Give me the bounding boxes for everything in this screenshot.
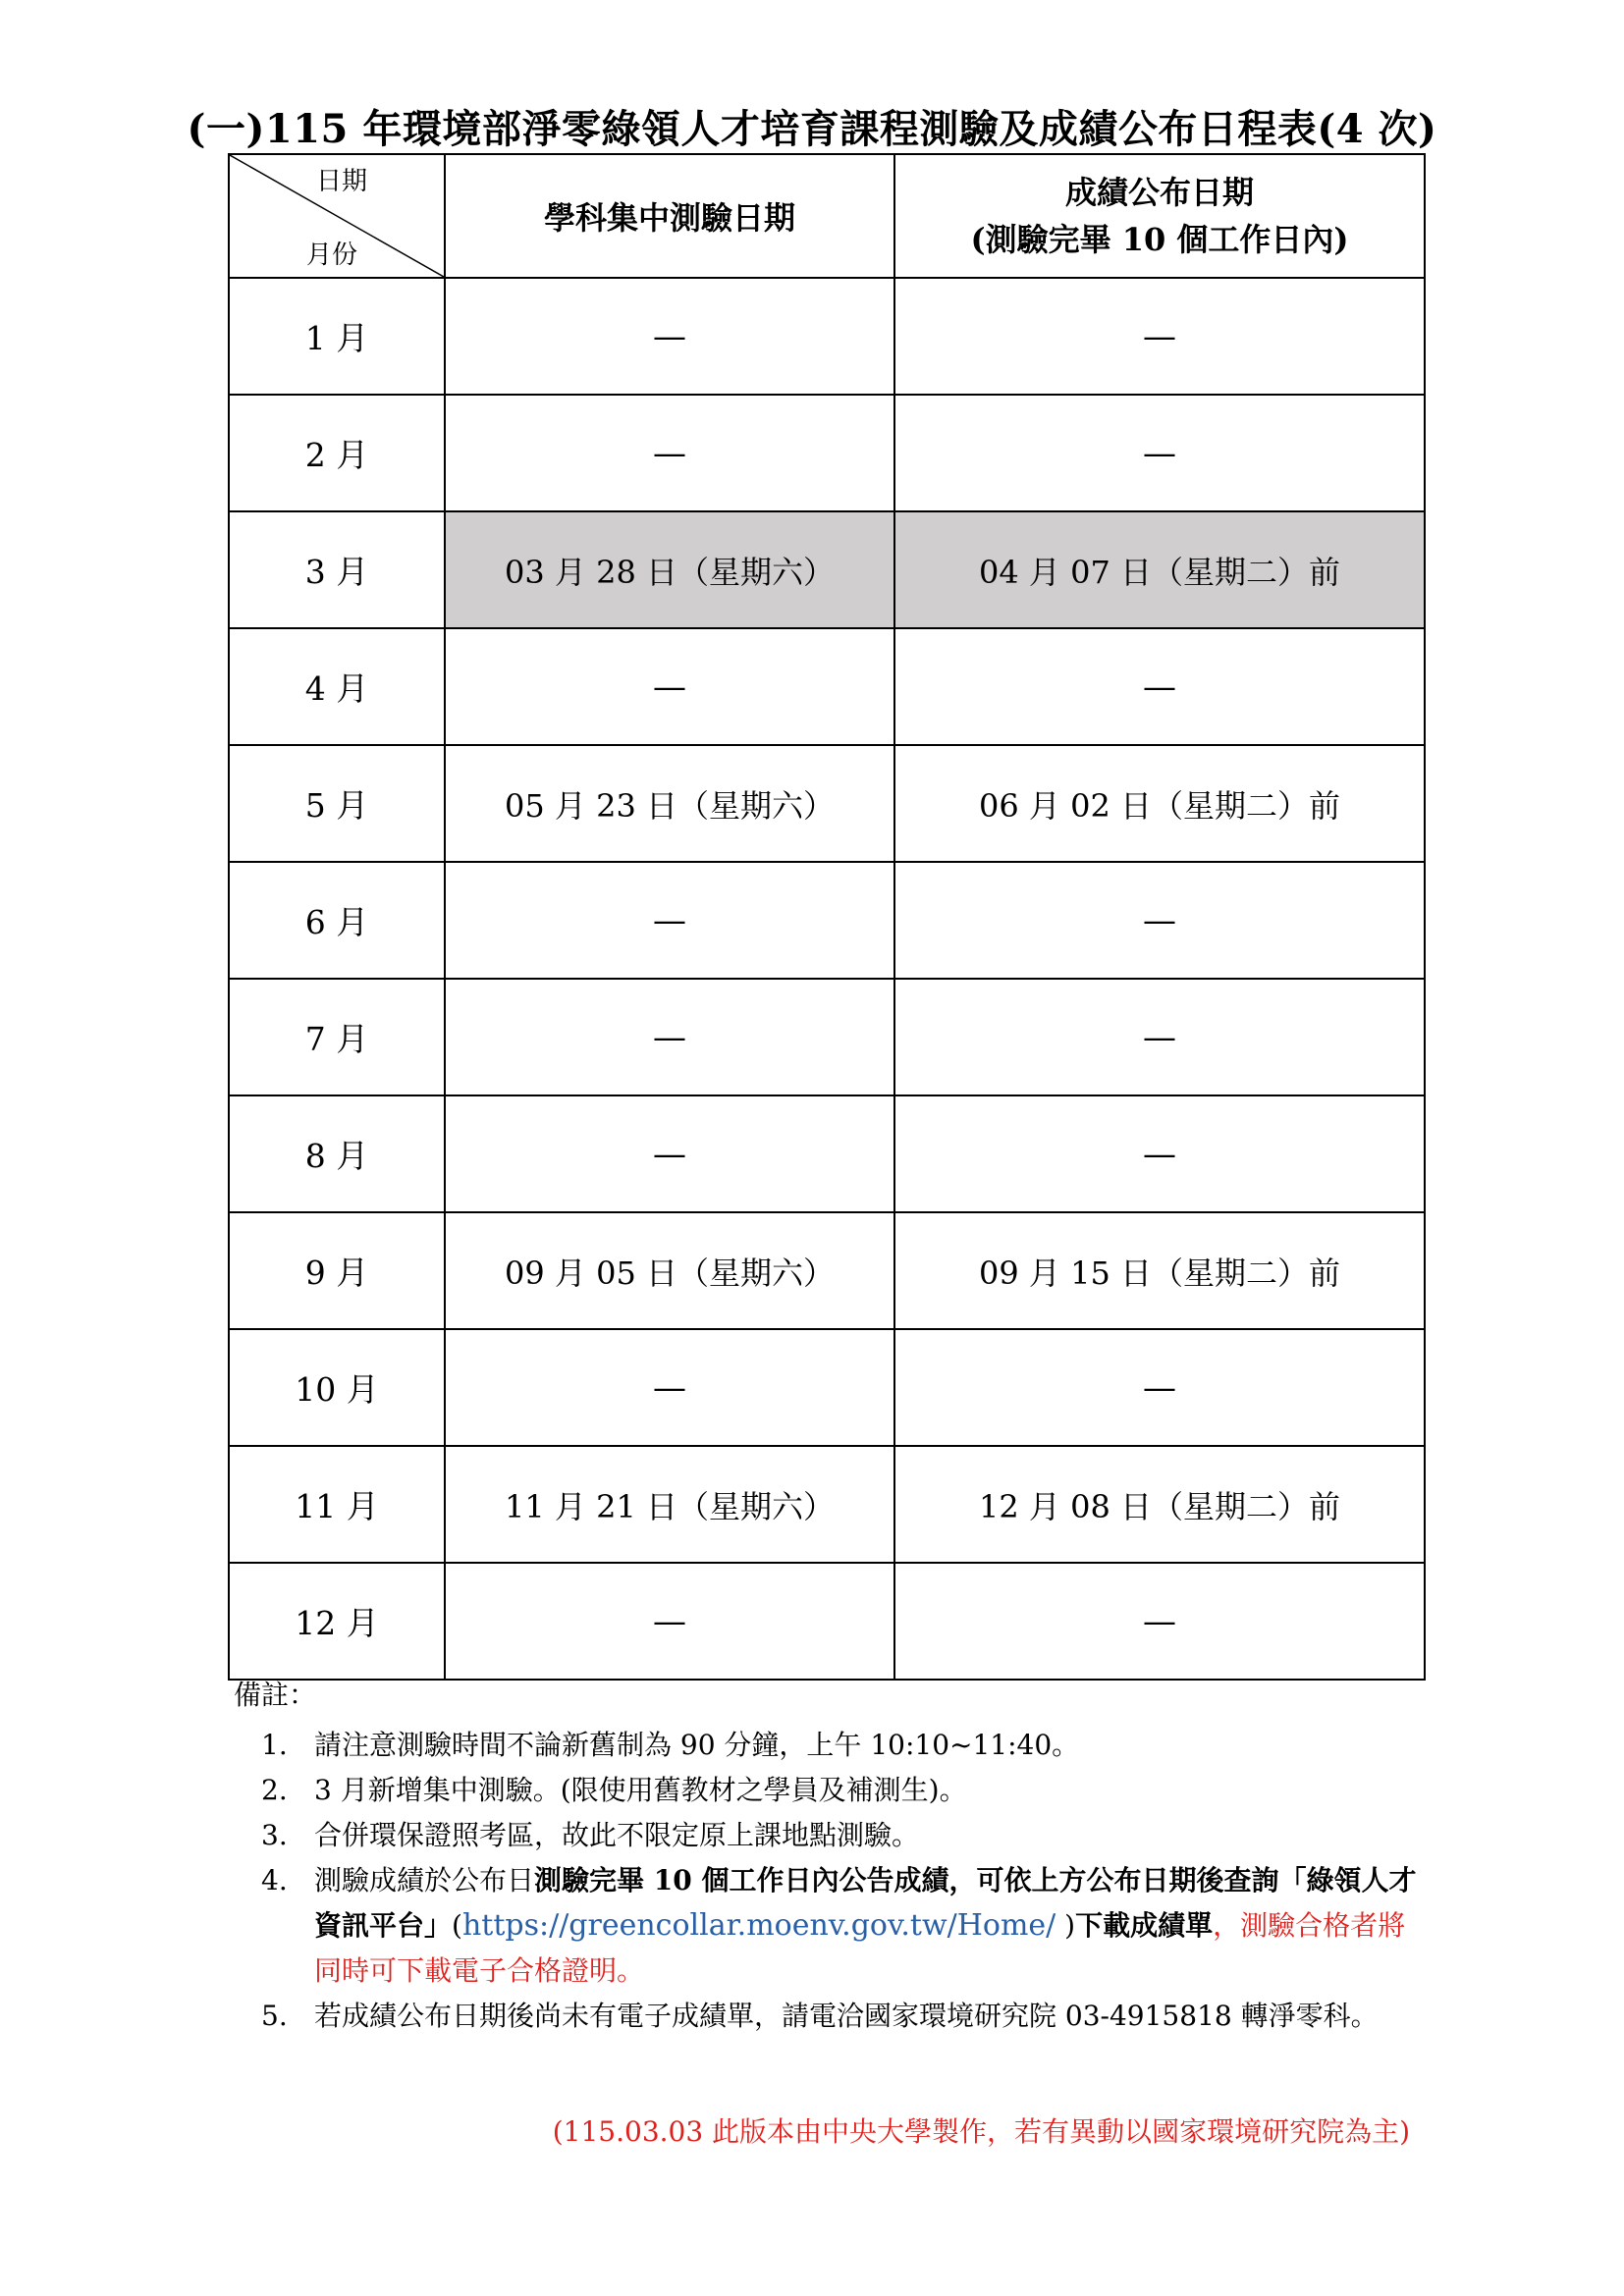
note-number: 4.: [261, 1864, 288, 1896]
table-row: [229, 628, 1425, 745]
table-header-row: [229, 154, 1425, 278]
note-item-5: [234, 1994, 1432, 2039]
table-row: [229, 1212, 1425, 1329]
month-cell: 10 月: [229, 1329, 445, 1446]
note-number: 1.: [261, 1729, 288, 1761]
notes-heading: 備註：: [234, 1679, 317, 1711]
exam-date-cell: 03 月 28 日（星期六）: [445, 511, 894, 628]
note-item-3: [234, 1813, 1432, 1858]
header-result-date: [894, 154, 1425, 278]
exam-date-cell: —: [445, 628, 894, 745]
platform-link[interactable]: https://greencollar.moenv.gov.tw/Home/: [461, 1908, 1056, 1943]
exam-date-cell: 05 月 23 日（星期六）: [445, 745, 894, 862]
month-cell: 3 月: [229, 511, 445, 628]
table-row: [229, 979, 1425, 1095]
exam-date-cell: 11 月 21 日（星期六）: [445, 1446, 894, 1563]
version-footer: (115.03.03 此版本由中央大學製作，若有異動以國家環境研究院為主): [552, 2115, 1410, 2148]
result-date-cell: —: [894, 1095, 1425, 1212]
note-text: 請注意測驗時間不論新舊制為 90 分鐘，上午 10:10~11:40。: [314, 1729, 1080, 1761]
note-red-text: ，測驗合格者將同時可下載電子合格證明。: [314, 1909, 1406, 1987]
exam-date-cell: —: [445, 862, 894, 979]
result-date-cell: 06 月 02 日（星期二）前: [894, 745, 1425, 862]
result-date-cell: —: [894, 278, 1425, 395]
table-row: [229, 395, 1425, 511]
header-result-line1: 成績公布日期: [1064, 174, 1254, 211]
month-cell: 4 月: [229, 628, 445, 745]
month-cell: 12 月: [229, 1563, 445, 1680]
result-date-cell: —: [894, 628, 1425, 745]
notes-list: [234, 1723, 1432, 2039]
table-row: [229, 278, 1425, 395]
note-number: 5.: [261, 2000, 288, 2032]
note-paren: ): [1056, 1909, 1076, 1942]
exam-date-cell: —: [445, 1329, 894, 1446]
month-cell: 1 月: [229, 278, 445, 395]
note-item-2: [234, 1768, 1432, 1813]
month-cell: 8 月: [229, 1095, 445, 1212]
exam-date-cell: —: [445, 1095, 894, 1212]
note-item-4: [234, 1858, 1432, 1994]
table-row: [229, 862, 1425, 979]
exam-date-cell: 09 月 05 日（星期六）: [445, 1212, 894, 1329]
note-bold-text: 下載成績單: [1075, 1909, 1214, 1942]
result-date-cell: 09 月 15 日（星期二）前: [894, 1212, 1425, 1329]
month-cell: 2 月: [229, 395, 445, 511]
table-row: [229, 1446, 1425, 1563]
exam-date-cell: —: [445, 278, 894, 395]
month-cell: 11 月: [229, 1446, 445, 1563]
result-date-cell: —: [894, 979, 1425, 1095]
table-row: [229, 1563, 1425, 1680]
notes-section: [234, 1674, 1432, 2039]
corner-label-date: 日期: [315, 167, 367, 196]
exam-date-cell: —: [445, 395, 894, 511]
month-cell: 5 月: [229, 745, 445, 862]
note-paren: (: [452, 1909, 462, 1942]
table-row: [229, 1095, 1425, 1212]
result-date-cell: 12 月 08 日（星期二）前: [894, 1446, 1425, 1563]
month-cell: 7 月: [229, 979, 445, 1095]
exam-date-cell: —: [445, 979, 894, 1095]
result-date-cell: 04 月 07 日（星期二）前: [894, 511, 1425, 628]
exam-date-cell: —: [445, 1563, 894, 1680]
note-text: 3 月新增集中測驗。(限使用舊教材之學員及補測生)。: [314, 1774, 967, 1806]
corner-header-cell: [229, 154, 445, 278]
result-date-cell: —: [894, 395, 1425, 511]
note-text: 若成績公布日期後尚未有電子成績單，請電洽國家環境研究院 03-4915818 轉淨零科。: [314, 2000, 1379, 2032]
month-cell: 6 月: [229, 862, 445, 979]
page-title: (一)115 年環境部淨零綠領人才培育課程測驗及成績公布日程表(4 次): [187, 106, 1437, 152]
month-cell: 9 月: [229, 1212, 445, 1329]
schedule-table: [228, 153, 1426, 1681]
note-number: 2.: [261, 1774, 288, 1806]
note-bold-text: 測驗完畢 10 個工作日內公告成績，可依上方公布日期後查詢「綠領人才資訊平台」: [314, 1864, 1417, 1942]
table-row: [229, 1329, 1425, 1446]
note-item-1: [234, 1723, 1432, 1768]
table-row: [229, 511, 1425, 628]
note-number: 3.: [261, 1819, 288, 1851]
result-date-cell: —: [894, 862, 1425, 979]
note-text: 測驗成績於公布日: [314, 1864, 535, 1896]
header-result-line2: (測驗完畢 10 個工作日內): [970, 221, 1349, 258]
table-row: [229, 745, 1425, 862]
note-text: 合併環保證照考區，故此不限定原上課地點測驗。: [314, 1819, 920, 1851]
corner-label-month: 月份: [306, 240, 358, 270]
header-exam-date: 學科集中測驗日期: [445, 154, 894, 278]
result-date-cell: —: [894, 1329, 1425, 1446]
result-date-cell: —: [894, 1563, 1425, 1680]
